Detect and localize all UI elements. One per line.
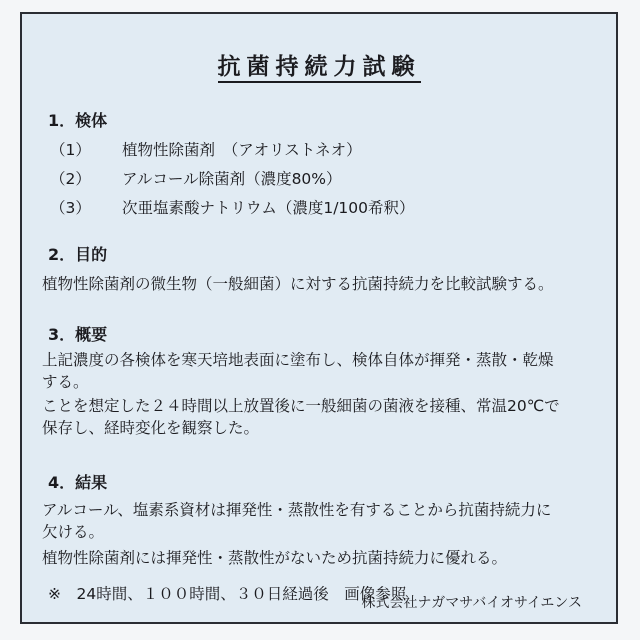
overview-line: 保存し、経時変化を観察した。: [42, 419, 260, 437]
section-heading-specimens: 1．検体: [48, 111, 108, 130]
overview-line: ことを想定した２４時間以上放置後に一般細菌の菌液を接種、常温20℃で: [42, 397, 560, 415]
specimen-number: （2）: [50, 170, 91, 188]
specimen-item: 植物性除菌剤 （アオリストネオ）: [122, 141, 362, 159]
page-title: 抗菌持続力試験: [22, 48, 616, 81]
specimen-number: （3）: [50, 199, 91, 217]
image-reference-note: ※ 24時間、１００時間、３０日経過後 画像参照: [48, 585, 407, 603]
specimen-number: （1）: [50, 141, 91, 159]
overview-line: する。: [42, 373, 89, 391]
specimen-item: アルコール除菌剤（濃度80%）: [122, 170, 342, 188]
document-board: [20, 12, 618, 624]
results-line: アルコール、塩素系資材は揮発性・蒸散性を有することから抗菌持続力に: [42, 501, 552, 519]
results-line: 植物性除菌剤には揮発性・蒸散性がないため抗菌持続力に優れる。: [42, 549, 508, 567]
specimen-item: 次亜塩素酸ナトリウム（濃度1/100希釈）: [122, 199, 415, 217]
results-line: 欠ける。: [42, 523, 105, 541]
section-heading-overview: 3．概要: [48, 325, 108, 344]
company-name: 株式会社ナガマサバイオサイエンス: [361, 595, 582, 611]
section-heading-purpose: 2．目的: [48, 245, 108, 264]
section-heading-results: 4．結果: [48, 473, 108, 492]
overview-line: 上記濃度の各検体を寒天培地表面に塗布し、検体自体が揮発・蒸散・乾燥: [42, 351, 554, 369]
purpose-text: 植物性除菌剤の微生物（一般細菌）に対する抗菌持続力を比較試験する。: [42, 275, 554, 293]
